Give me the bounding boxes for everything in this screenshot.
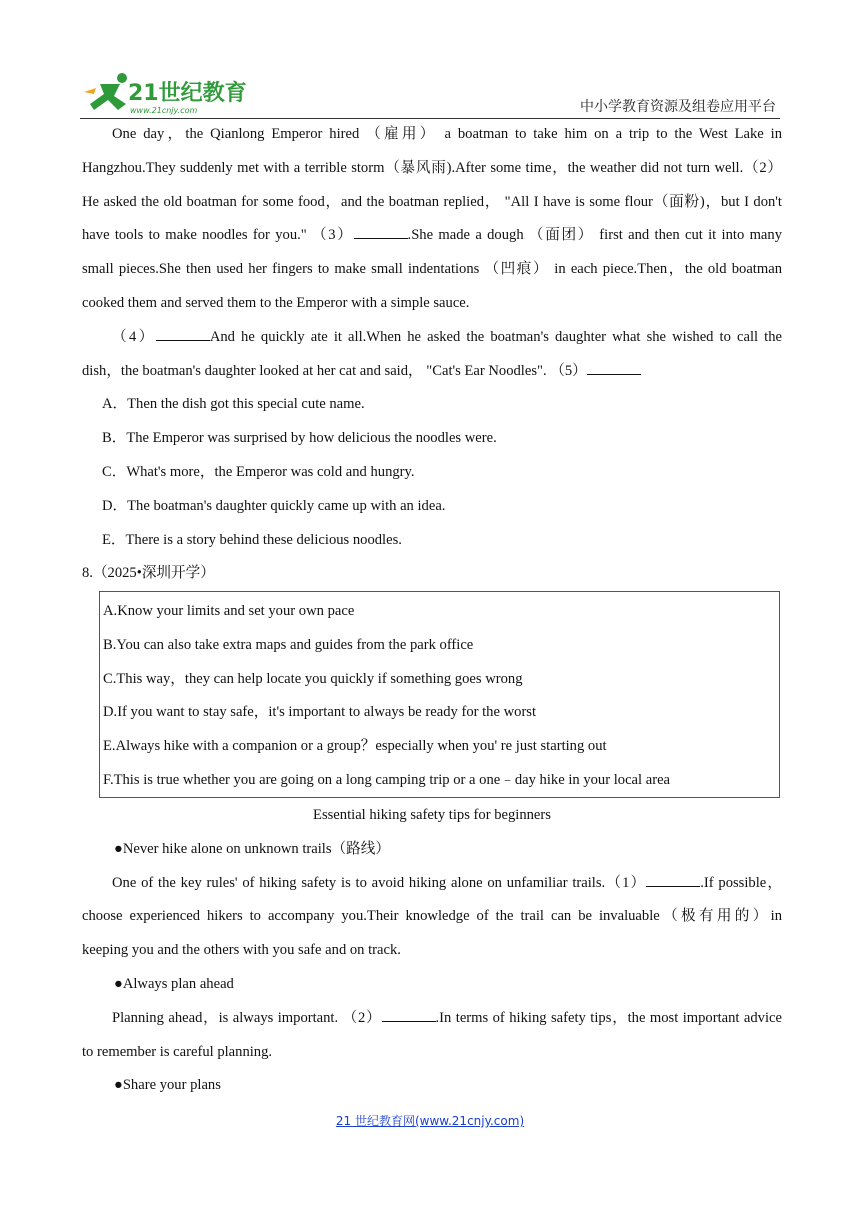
box-option-a: A.Know your limits and set your own pace [103, 603, 355, 619]
paragraph-line: to remember is careful planning. [82, 1043, 273, 1060]
option-e: E．There is a story behind these delicious noodles. [102, 531, 402, 548]
paragraph-line: have tools to make noodles for you." （3） .She made a dough （面团） first and then cut it into many [82, 219, 782, 253]
paragraph-line: choose experienced hikers to accompany you.Their knowledge of the trail can be invaluable（极有用的）in [82, 908, 782, 925]
paragraph-line: Hangzhou.They suddenly met with a terrible storm（暴风雨).After some time，the weather did not turn well.（2） [82, 159, 782, 176]
answer-blank [382, 1007, 436, 1022]
option-d: D．The boatman's daughter quickly came up with an idea. [102, 497, 446, 514]
paragraph-line: One day，the Qianlong Emperor hired （雇用） a boatman to take him on a trip to the West Lake in [112, 126, 782, 142]
passage-8 [82, 799, 782, 1103]
box-option-f: F.This is true whether you are going on a long camping trip or a one﹣day hike in your local area [103, 771, 671, 788]
section-heading: ●Never hike alone on unknown trails（路线） [114, 840, 390, 857]
passage-title: Essential hiking safety tips for beginners [313, 807, 551, 823]
paragraph-line: keeping you and the others with you safe and on track. [82, 942, 401, 959]
paragraph-line: cooked them and served them to the Emperor with a simple sauce. [82, 294, 470, 311]
svg-text:21世纪教育: 21世纪教育 [128, 81, 247, 106]
paragraph-line: One of the key rules' of hiking safety is to avoid hiking alone on unfamiliar trails.（1） .If possible， [82, 867, 782, 901]
options-box [99, 591, 780, 798]
paragraph-line: dish，the boatman's daughter looked at her cat and said， "Cat's Ear Noodles". （5） [82, 355, 782, 389]
option-b: B．The Emperor was surprised by how delicious the noodles were. [102, 430, 497, 447]
question-8-label: 8.（2025•深圳开学） [82, 565, 215, 582]
answer-blank [587, 360, 641, 375]
paragraph-line: （4） And he quickly ate it all.When he asked the boatman's daughter what she wished to call the [82, 321, 782, 355]
paragraph-line: He asked the old boatman for some food，and the boatman replied， "All I have is some flour（面粉)，but I don't [82, 193, 782, 210]
svg-text:www.21cnjy.com: www.21cnjy.com [130, 106, 198, 115]
box-option-e: E.Always hike with a companion or a group？especially when you' re just starting out [103, 738, 607, 755]
section-heading: ●Share your plans [114, 1077, 221, 1094]
option-a: A．Then the dish got this special cute name. [102, 396, 365, 413]
footer-link[interactable]: 21 世纪教育网(www.21cnjy.com) [335, 1114, 525, 1128]
box-option-b: B.You can also take extra maps and guides from the park office [103, 636, 474, 653]
platform-title: 中小学教育资源及组卷应用平台 [580, 99, 776, 115]
logo[interactable] [80, 70, 250, 116]
section-heading: ●Always plan ahead [114, 975, 234, 992]
paragraph-line: Planning ahead，is always important. （2） .In terms of hiking safety tips，the most important advice [82, 1002, 782, 1036]
page-header [80, 66, 780, 119]
box-option-c: C.This way，they can help locate you quickly if something goes wrong [103, 670, 523, 687]
paragraph-line: small pieces.She then used her fingers to make small indentations （凹痕） in each piece.Then，the old boatman [82, 261, 782, 278]
page-footer [0, 1112, 860, 1129]
answer-blank [646, 872, 700, 887]
answer-blank [354, 224, 408, 239]
box-option-d: D.If you want to stay safe，it's important to always be ready for the worst [103, 704, 537, 721]
option-c: C．What's more，the Emperor was cold and hungry. [102, 463, 415, 480]
runner-logo-icon [80, 70, 250, 116]
passage-7 [82, 118, 782, 591]
answer-blank [156, 326, 210, 341]
